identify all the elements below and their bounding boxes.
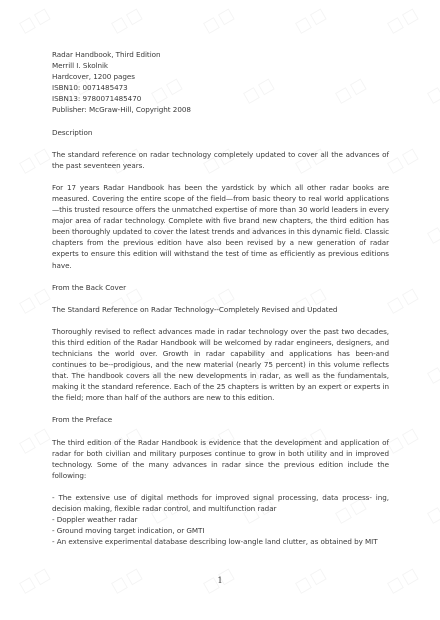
watermark-mark xyxy=(384,143,423,177)
watermark-mark xyxy=(200,3,239,37)
watermark-mark xyxy=(292,3,331,37)
preface-list-item: - Doppler weather radar xyxy=(52,515,138,525)
watermark-mark xyxy=(424,73,440,107)
watermark-mark xyxy=(384,283,423,317)
watermark-mark xyxy=(384,423,423,457)
back-cover-paragraph: Thoroughly revised to reflect advances made in radar technology over the past two decades, this third edition of the Radar Handbook will be welcomed by radar engineers, designers, and technicians the world over. Growth in radar capability and applications has been-and continues to be--prodigious, and the new material (nearly 75 percent) in this volume reflects that. The handbook covers all the new developments in radar, as well as the fundamentals, making it the standard reference. Each of the 25 chapters is written by an expert or experts in the field; more than half of the authors are new to this edition. xyxy=(52,326,389,403)
document-content xyxy=(52,49,389,547)
book-author: Merrill I. Skolnik xyxy=(52,61,109,71)
book-publisher: Publisher: McGraw-Hill, Copyright 2008 xyxy=(52,105,191,115)
watermark-mark xyxy=(16,283,55,317)
watermark-mark xyxy=(424,353,440,387)
watermark-mark xyxy=(384,3,423,37)
description-paragraph-2: For 17 years Radar Handbook has been the yardstick by which all other radar books are measured. Covering the entire scope of the field—from basic theory to real world applications—this trusted resource offers the unmatched expertise of more than 30 world leaders in every major area of radar technology. Complete with five brand new chapters, the third edition has been thoroughly updated to cover the latest trends and advances in this dynamic field. Classic chapters from the previous edition have also been revised by a new generation of radar experts to ensure this edition will withstand the test of time as efficiently as previous editions have. xyxy=(52,182,389,270)
watermark-mark xyxy=(424,213,440,247)
back-cover-heading: From the Back Cover xyxy=(52,282,127,292)
watermark-mark xyxy=(16,3,55,37)
description-paragraph-1: The standard reference on radar technology completely updated to cover all the advances of the past seventeen years. xyxy=(52,149,389,170)
book-title: Radar Handbook, Third Edition xyxy=(52,50,161,59)
back-cover-subtitle: The Standard Reference on Radar Technology--Completely Revised and Updated xyxy=(52,304,338,314)
watermark-mark xyxy=(16,143,55,177)
preface-list-item: - Ground moving target indication, or GMTI xyxy=(52,526,205,536)
book-format: Hardcover, 1200 pages xyxy=(52,72,135,82)
preface-heading: From the Preface xyxy=(52,415,113,425)
preface-list-item: - The extensive use of digital methods for improved signal processing, data process- ing, decision making, flexible radar control, and multifunction radar xyxy=(52,492,389,513)
preface-paragraph: The third edition of the Radar Handbook is evidence that the development and application of radar for both civilian and military purposes continue to grow in both utility and in improved technology. Some of the many advances in radar since the previous edition include the following: xyxy=(52,437,389,480)
preface-list-item: - An extensive experimental database describing low-angle land clutter, as obtained by MIT xyxy=(52,537,378,547)
description-heading: Description xyxy=(52,127,93,137)
book-isbn10: ISBN10: 0071485473 xyxy=(52,83,128,93)
watermark-mark xyxy=(16,423,55,457)
book-isbn13: ISBN13: 9780071485470 xyxy=(52,94,142,104)
watermark-mark xyxy=(108,3,147,37)
watermark-mark xyxy=(424,493,440,527)
page-number: 1 xyxy=(217,576,223,585)
